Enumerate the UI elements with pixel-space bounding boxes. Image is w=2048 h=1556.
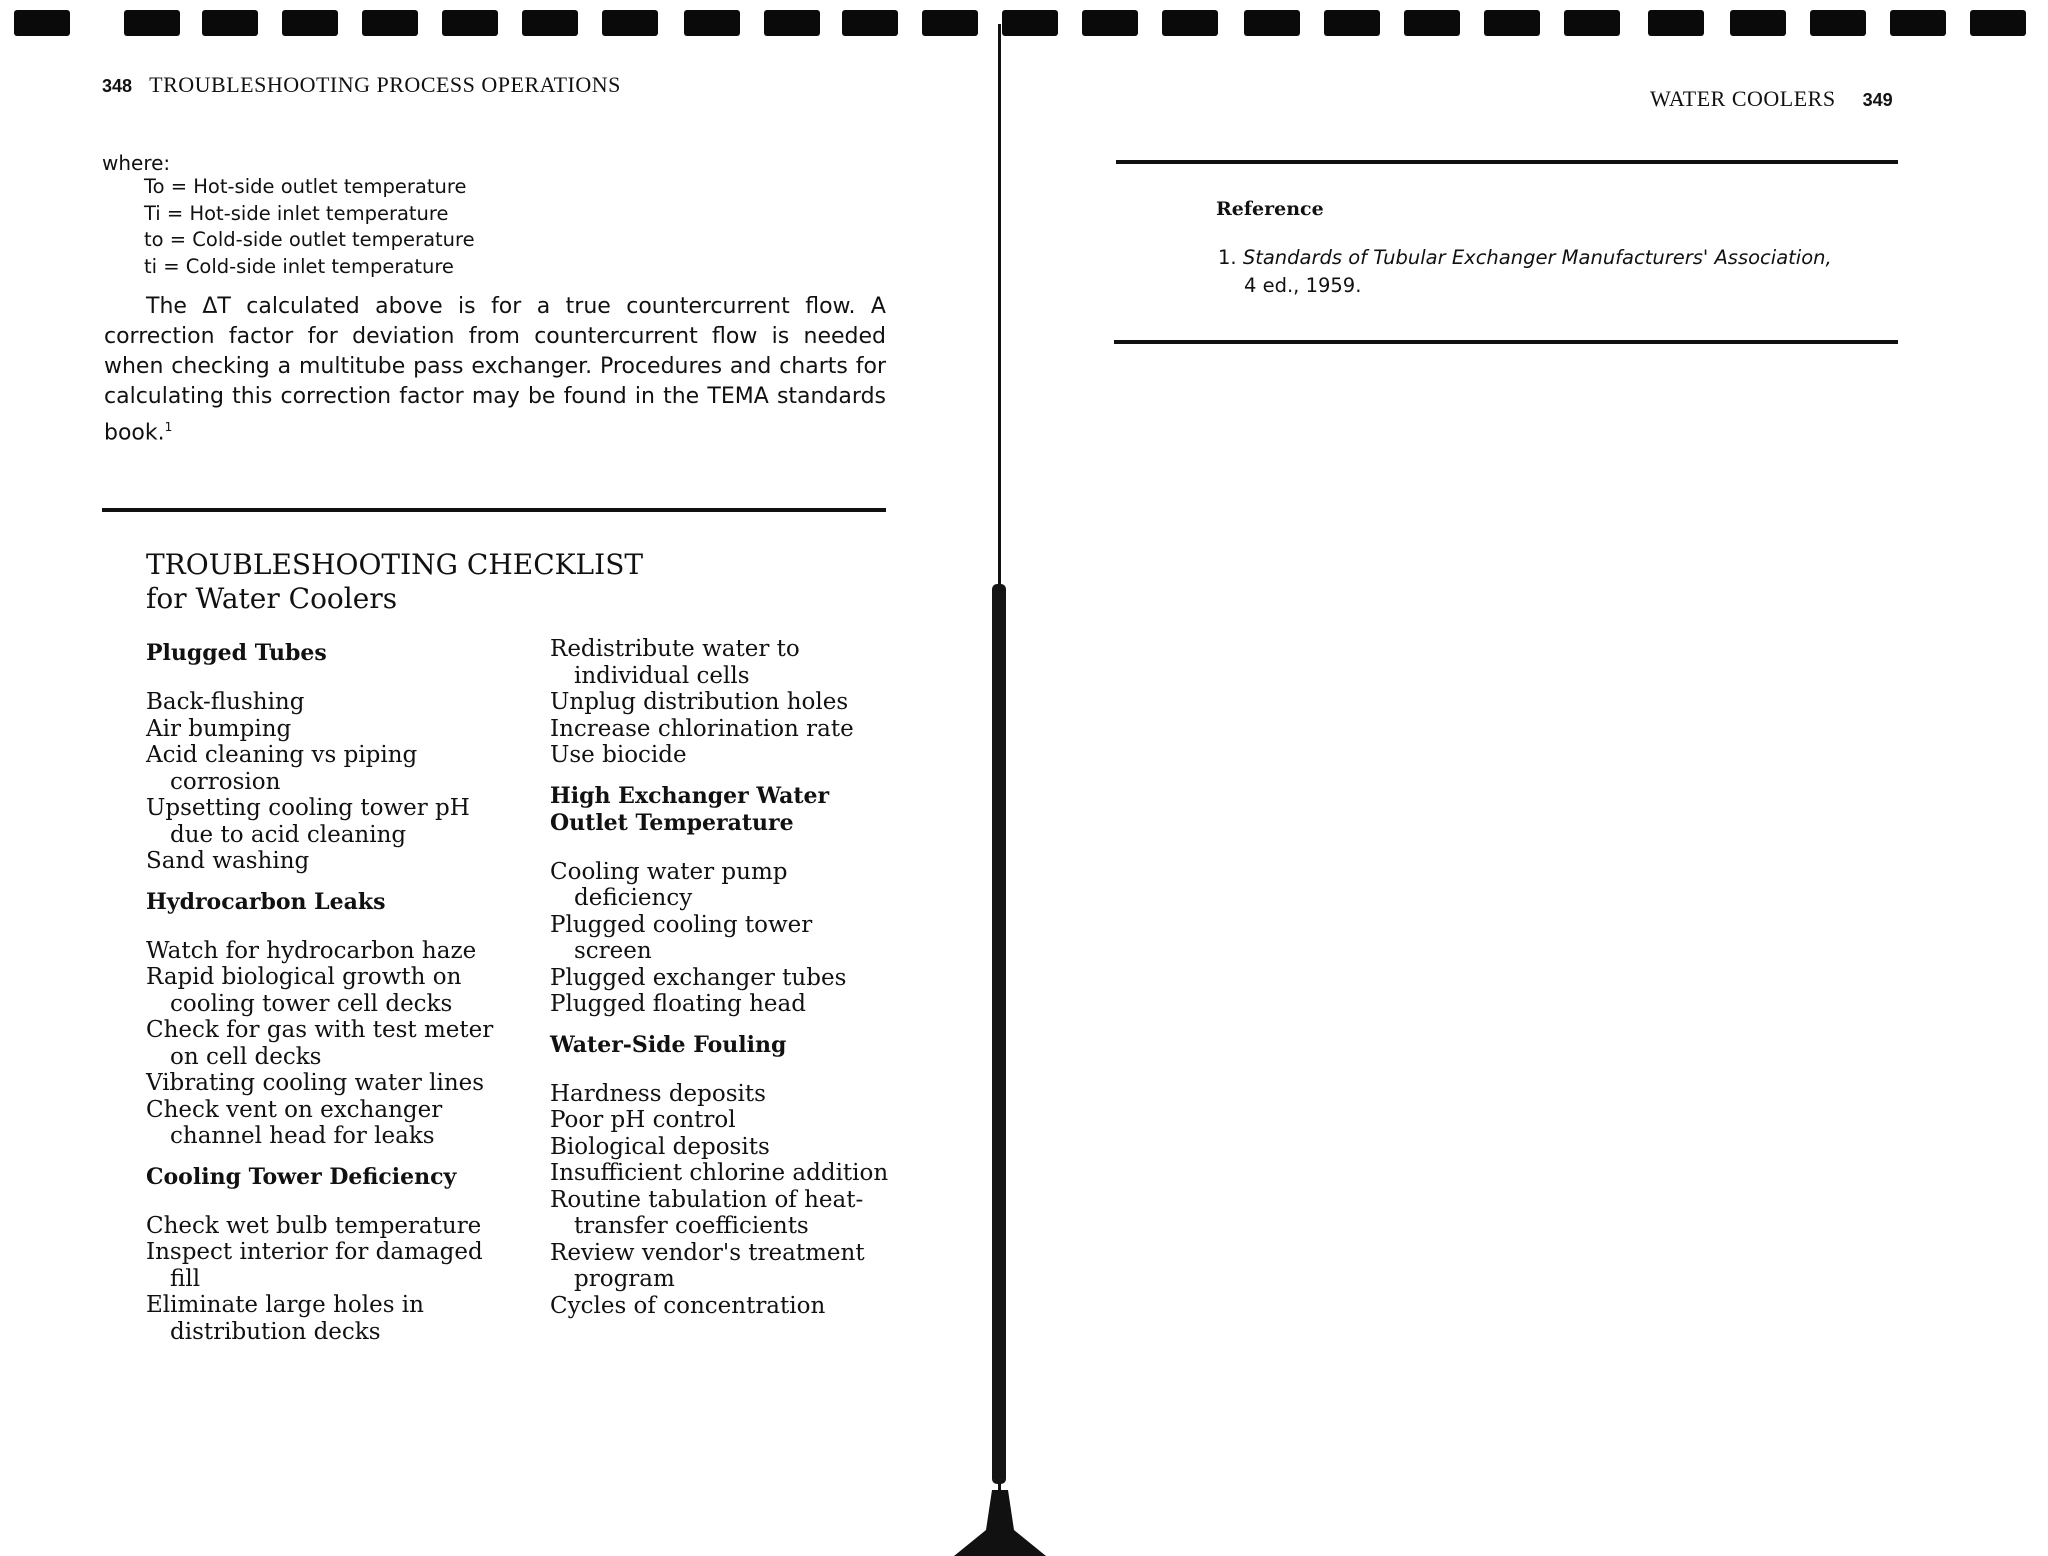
binding-hole xyxy=(1730,10,1786,36)
binding-hole xyxy=(14,10,70,36)
checklist-item: Watch for hydrocarbon haze xyxy=(146,937,477,964)
group-heading: High Exchanger Water Outlet Temperature xyxy=(550,782,830,836)
reference-bottom-rule xyxy=(1114,340,1898,344)
binding-hole xyxy=(1890,10,1946,36)
checklist-item: Upsetting cooling tower pH due to acid cleaning xyxy=(146,795,470,848)
checklist-item: Routine tabulation of heat-transfer coefficients xyxy=(550,1186,864,1239)
checklist-item: Rapid biological growth on cooling tower cell decks xyxy=(146,964,462,1017)
checklist-group xyxy=(146,889,506,1150)
checklist-item: Plugged floating head xyxy=(550,991,806,1017)
checklist-item: Inspect interior for damaged fill xyxy=(146,1239,483,1292)
checklist-column-right xyxy=(550,636,890,1333)
binding-hole xyxy=(1970,10,2026,36)
book-spine xyxy=(992,24,1006,1556)
binding-hole xyxy=(362,10,418,36)
where-item: To = Hot-side outlet temperature xyxy=(144,175,467,198)
checklist-item: Review vendor's treatment program xyxy=(550,1239,865,1292)
checklist-group xyxy=(146,640,506,875)
binding-hole xyxy=(1162,10,1218,36)
checklist-item: Insufficient chlorine addition xyxy=(550,1160,889,1186)
checklist-item: Plugged cooling tower screen xyxy=(550,911,813,964)
body-paragraph xyxy=(104,292,886,448)
binding-hole xyxy=(1564,10,1620,36)
binding-hole xyxy=(124,10,180,36)
group-heading: Water-Side Fouling xyxy=(550,1031,787,1058)
checklist-group xyxy=(146,1164,506,1346)
binding-hole xyxy=(1324,10,1380,36)
checklist-item: Redistribute water to individual cells xyxy=(550,636,800,689)
checklist-item: Air bumping xyxy=(146,715,292,742)
binding-hole xyxy=(1082,10,1138,36)
checklist-group xyxy=(550,783,890,1018)
binding-hole xyxy=(522,10,578,36)
reference-edition: 4 ed., 1959. xyxy=(1244,274,1362,297)
binding-holes xyxy=(0,10,2048,40)
spine-foot-shadow xyxy=(950,1490,1050,1556)
binding-hole xyxy=(922,10,978,36)
checklist-group xyxy=(550,636,890,769)
checklist-item: Check wet bulb temperature xyxy=(146,1212,482,1239)
binding-hole xyxy=(1244,10,1300,36)
reference-number: 1. xyxy=(1218,246,1237,269)
checklist-item: Unplug distribution holes xyxy=(550,689,849,715)
binding-hole xyxy=(442,10,498,36)
checklist-item: Check vent on exchanger channel head for leaks xyxy=(146,1096,443,1149)
checklist-item: Acid cleaning vs piping corrosion xyxy=(146,742,418,795)
binding-hole xyxy=(1404,10,1460,36)
checklist-subtitle: for Water Coolers xyxy=(146,582,398,615)
binding-hole xyxy=(764,10,820,36)
checklist-title: TROUBLESHOOTING CHECKLIST xyxy=(146,548,644,581)
checklist-item: Poor pH control xyxy=(550,1107,736,1133)
binding-hole xyxy=(1484,10,1540,36)
group-heading: Cooling Tower Deficiency xyxy=(146,1163,457,1190)
binding-hole xyxy=(282,10,338,36)
reference-title: Standards of Tubular Exchanger Manufacturers' Association, xyxy=(1242,246,1832,269)
checklist-column-left xyxy=(146,640,506,1359)
binding-hole xyxy=(1810,10,1866,36)
where-item: ti = Cold-side inlet temperature xyxy=(144,254,454,278)
checklist-item: Vibrating cooling water lines xyxy=(146,1070,485,1096)
checklist-item: Biological deposits xyxy=(550,1133,770,1160)
where-item: to = Cold-side outlet temperature xyxy=(144,228,475,251)
footnote-marker: 1 xyxy=(164,420,173,434)
binding-hole xyxy=(684,10,740,36)
reference-heading: Reference xyxy=(1216,198,1324,220)
checklist-item: Cycles of concentration xyxy=(550,1292,826,1319)
checklist-item: Cooling water pump deficiency xyxy=(550,858,788,911)
binding-hole xyxy=(202,10,258,36)
binding-hole xyxy=(1002,10,1058,36)
right-page-number: 349 xyxy=(1862,90,1893,110)
checklist-heading xyxy=(146,548,643,616)
group-heading: Plugged Tubes xyxy=(146,640,327,666)
where-definitions xyxy=(144,174,475,280)
binding-hole xyxy=(602,10,658,36)
paragraph-text: The ΔT calculated above is for a true countercurrent flow. A correction factor for deviation from countercurrent flow is needed when checking a multitube pass exchanger. Procedures and charts for calculating this correction factor may be found in the TEMA standards book. xyxy=(104,294,886,446)
checklist-item: Sand washing xyxy=(146,848,310,874)
right-page-header xyxy=(1650,86,1893,112)
checklist-item: Hardness deposits xyxy=(550,1080,766,1107)
checklist-group xyxy=(550,1032,890,1320)
checklist-item: Back-flushing xyxy=(146,689,305,715)
binding-hole xyxy=(842,10,898,36)
left-page-number: 348 xyxy=(102,76,133,96)
checklist-item: Check for gas with test meter on cell decks xyxy=(146,1017,494,1070)
checklist-item: Plugged exchanger tubes xyxy=(550,964,847,991)
checklist-item: Increase chlorination rate xyxy=(550,715,854,742)
spine-shadow xyxy=(992,584,1006,1484)
reference-entry xyxy=(1218,244,1838,300)
reference-top-rule xyxy=(1116,160,1898,164)
checklist-item: Eliminate large holes in distribution decks xyxy=(146,1292,424,1345)
checklist-item: Use biocide xyxy=(550,742,687,768)
section-rule xyxy=(102,508,886,512)
where-label: where: xyxy=(102,151,171,175)
where-item: Ti = Hot-side inlet temperature xyxy=(144,201,449,225)
right-running-head: WATER COOLERS xyxy=(1650,86,1836,111)
left-page-header xyxy=(102,72,621,98)
left-running-head: TROUBLESHOOTING PROCESS OPERATIONS xyxy=(149,72,621,97)
group-heading: Hydrocarbon Leaks xyxy=(146,888,386,915)
binding-hole xyxy=(1648,10,1704,36)
